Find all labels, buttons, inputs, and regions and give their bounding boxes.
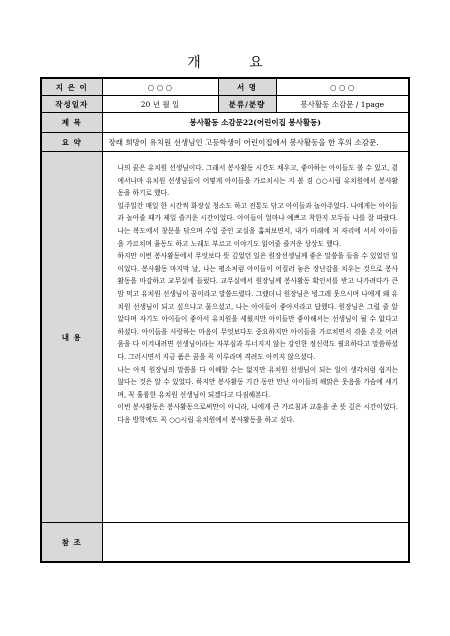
content-row [41,152,409,523]
reference-value [102,523,409,563]
date-value: 20 년 월 일 [102,96,218,113]
date-label: 작성일자 [41,96,102,113]
date-row [41,96,409,113]
book-title-value: ○ ○ ○ [276,78,409,96]
reference-row [41,523,409,563]
content-body [103,152,409,432]
subject-label: 제 목 [41,113,102,133]
author-value: ○ ○ ○ [102,78,218,96]
subject-row [41,113,409,133]
content-paragraph: 나의 꿈은 유치원 선생님이다. 그래서 봉사활동 시간도 채우고, 좋아하는 아이들도 볼 수 있고, 곁에서나마 유치원 선생님들이 어떻게 아이들을 가르치시는 지 볼 겸 ○○시립 유치원에서 봉사활동을 하기로 했다. [117,164,398,198]
summary-label: 요 약 [41,133,102,152]
author-row [41,78,409,96]
category-label: 분류/분량 [218,96,276,113]
summary-value: 장래 희망이 유치원 선생님인 고등학생이 어린이집에서 봉사활동을 한 후의 소감문. [102,133,409,152]
subject-value: 봉사활동 소감문22(어린이집 봉사활동) [102,113,409,133]
content-paragraph: 하지만 이번 봉사활동에서 무엇보다 뜻 깊었던 일은 원장선생님께 좋은 말씀을 들을 수 있었던 일이었다. 봉사활동 마지막 날, 나는 평소처럼 아이들이 어질러 놓은 장난감을 치우는 것으로 봉사활동을 마감하고 교무실에 들렀다. 교무실에서 원장님께 봉사활동 확인서를 받고 나가려다가 큰 맘 먹고 유치원 선생님이 꿈이라고 말씀드렸다. 그랬더니 원장님은 빙그레 웃으시며 나에게 왜 유치원 선생님이 되고 싶으냐고 물으셨고, 나는 아이들이 좋아서라고 답했다. 원장님은 그럴 줄 알았다며 자기도 아이들이 좋아서 유치원을 세웠지만 아이들만 좋아해서는 선생님이 될 수 없다고 하셨다. 아이들을 사랑하는 마음이 무엇보다도 중요하지만 아이들을 가르치면서 겪을 온갖 어려움을 다 이겨내려면 선생님이라는 자부심과 투너지지 않는 강인한 정신력도 필요하다고 말씀하셨다. 그러시면서 지금 품은 꿈을 꼭 이루라며 격려도 아끼지 않으셨다. [117,252,398,361]
content-paragraph: 나는 아직 원장님의 말씀을 다 이해할 수는 없지만 유치원 선생님이 되는 일이 생각처럼 쉽지는 않다는 것은 알 수 있었다. 하지만 봉사활동 기간 동안 만난 아이들의 해맑은 웃음을 가슴에 새기며, 꼭 훌륭한 유치원 선생님이 되겠다고 다짐해본다. [117,365,398,399]
reference-label: 참 조 [41,523,102,563]
page-title: 개 요 [187,55,285,71]
author-label: 지 은 이 [41,78,102,96]
summary-row [41,133,409,152]
content-paragraph: 이번 봉사활동은 봉사활동으로써만이 아니라, 나에게 큰 가르침과 교훈을 준 뜻 깊은 시간이었다. 다음 방학에도 꼭 ○○시립 유치원에서 봉사활동을 하고 싶다. [117,403,398,424]
content-cell [102,152,409,523]
category-value: 봉사활동 소감문 / 1page [276,96,409,113]
summary-form-table [40,77,410,563]
content-paragraph: 일주일간 매일 한 시간씩 화장실 청소도 하고 전통도 닦고 아이들과 놀아주었다. 나에게는 아이들과 놀아줄 때가 제일 즐거운 시간이었다. 아이들이 얼마나 예쁘고 착한지 모두들 나를 잘 따랐다. 나는 복도에서 창문을 닦으며 수업 중인 교실을 훔쳐보면서, 내가 미래에 저 자리에 서서 아이들을 가르치며 율동도 하고 노래도 부르고 이야기도 읽어줄 즐거운 상상도 했다. [117,201,398,248]
content-label: 내 용 [41,152,102,523]
book-title-label: 서 명 [218,78,276,96]
